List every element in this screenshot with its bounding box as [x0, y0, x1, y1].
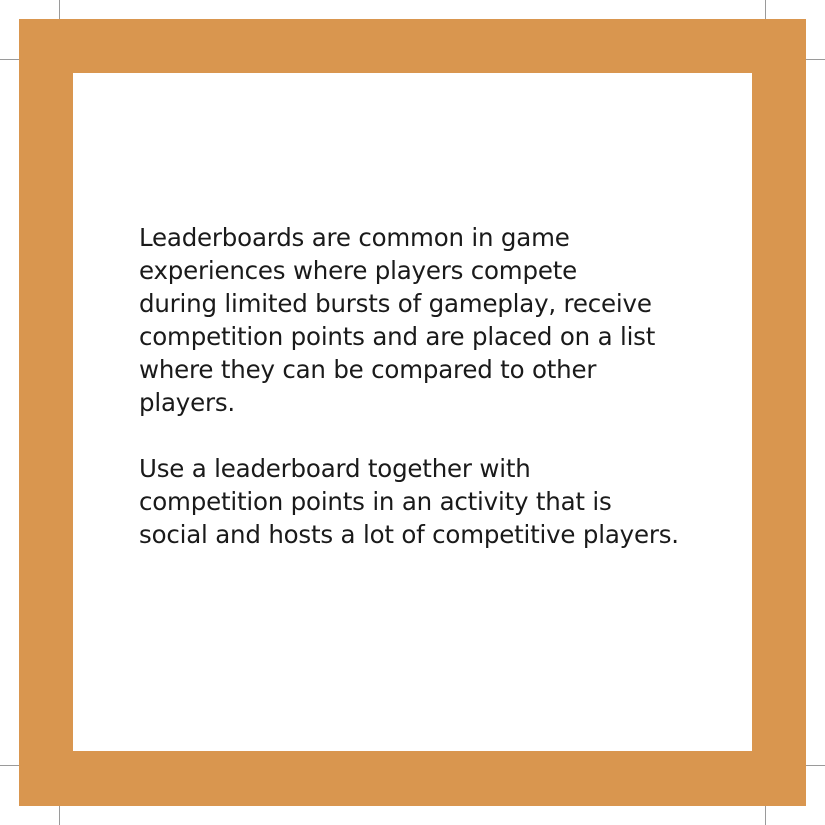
text-line: Use a leaderboard together with — [139, 454, 531, 483]
text-line: competition points and are placed on a list — [139, 322, 656, 351]
text-line: players. — [139, 388, 235, 417]
text-line: Leaderboards are common in game — [139, 223, 570, 252]
paragraph-usage-advice — [139, 452, 719, 551]
paragraph-leaderboards-description — [139, 221, 719, 419]
text-line: experiences where players compete — [139, 256, 577, 285]
text-line: competition points in an activity that is — [139, 487, 612, 516]
text-line: where they can be compared to other — [139, 355, 597, 384]
text-line: social and hosts a lot of competitive players. — [139, 520, 679, 549]
card-text — [139, 221, 719, 551]
text-line: during limited bursts of gameplay, receive — [139, 289, 652, 318]
